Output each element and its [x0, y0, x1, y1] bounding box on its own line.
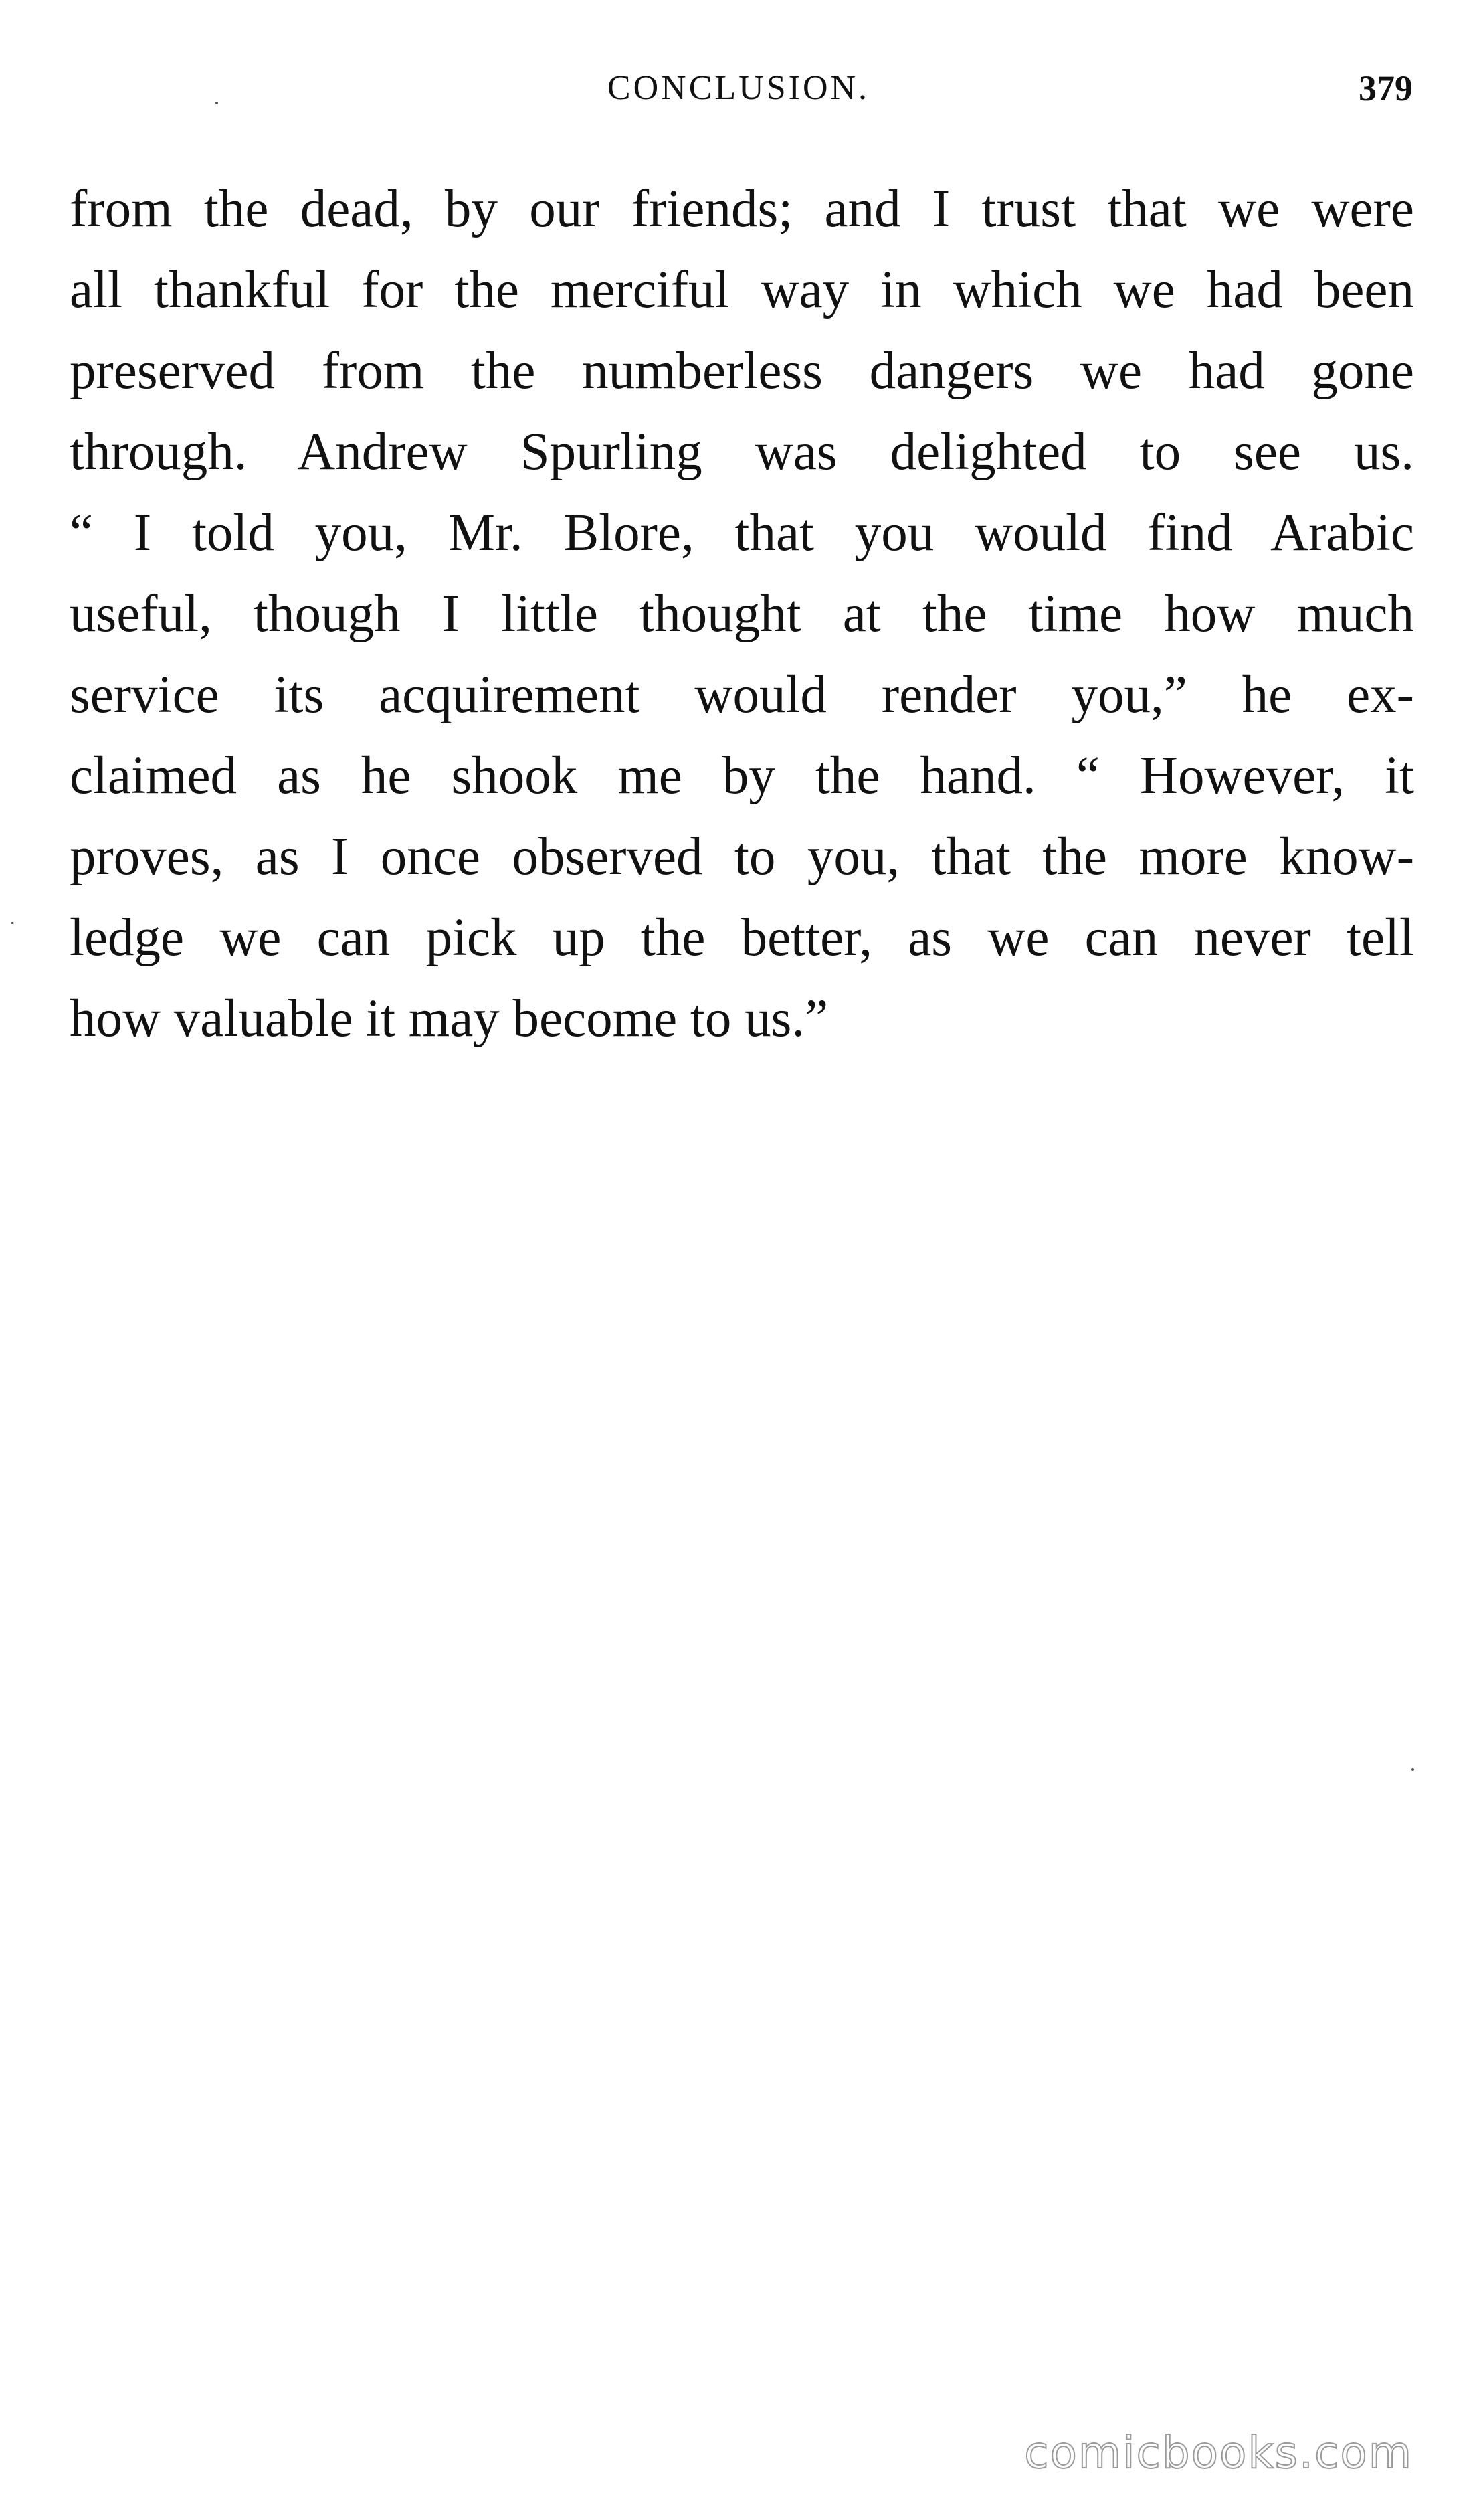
text-line: “ I told you, Mr. Blore, that you would find Arabic [70, 504, 1414, 562]
text-line: through. Andrew Spurling was delighted to see us. [70, 423, 1414, 481]
scan-speck [215, 102, 218, 104]
text-line: ledge we can pick up the better, as we can never tell [70, 909, 1414, 967]
text-line: claimed as he shook me by the hand. “ However, it [70, 747, 1414, 805]
running-title: CONCLUSION. [607, 69, 870, 107]
scan-speck [11, 922, 14, 924]
text-line: how valuable it may become to us.” [70, 990, 829, 1048]
text-line: preserved from the numberless dangers we had gone [70, 342, 1414, 400]
text-line: all thankful for the merciful way in which we had been [70, 261, 1414, 319]
watermark: comicbooks.com [1024, 2427, 1413, 2479]
text-line: proves, as I once observed to you, that the more know- [70, 828, 1414, 886]
text-line: useful, though I little thought at the time how much [70, 585, 1414, 643]
body-paragraph [70, 169, 1414, 1059]
text-line: service its acquirement would render you,” he ex- [70, 666, 1414, 724]
running-head [0, 62, 1477, 115]
text-line: from the dead, by our friends; and I trust that we were [70, 180, 1414, 238]
page-number: 379 [1359, 68, 1413, 108]
scan-speck [1411, 1768, 1414, 1771]
